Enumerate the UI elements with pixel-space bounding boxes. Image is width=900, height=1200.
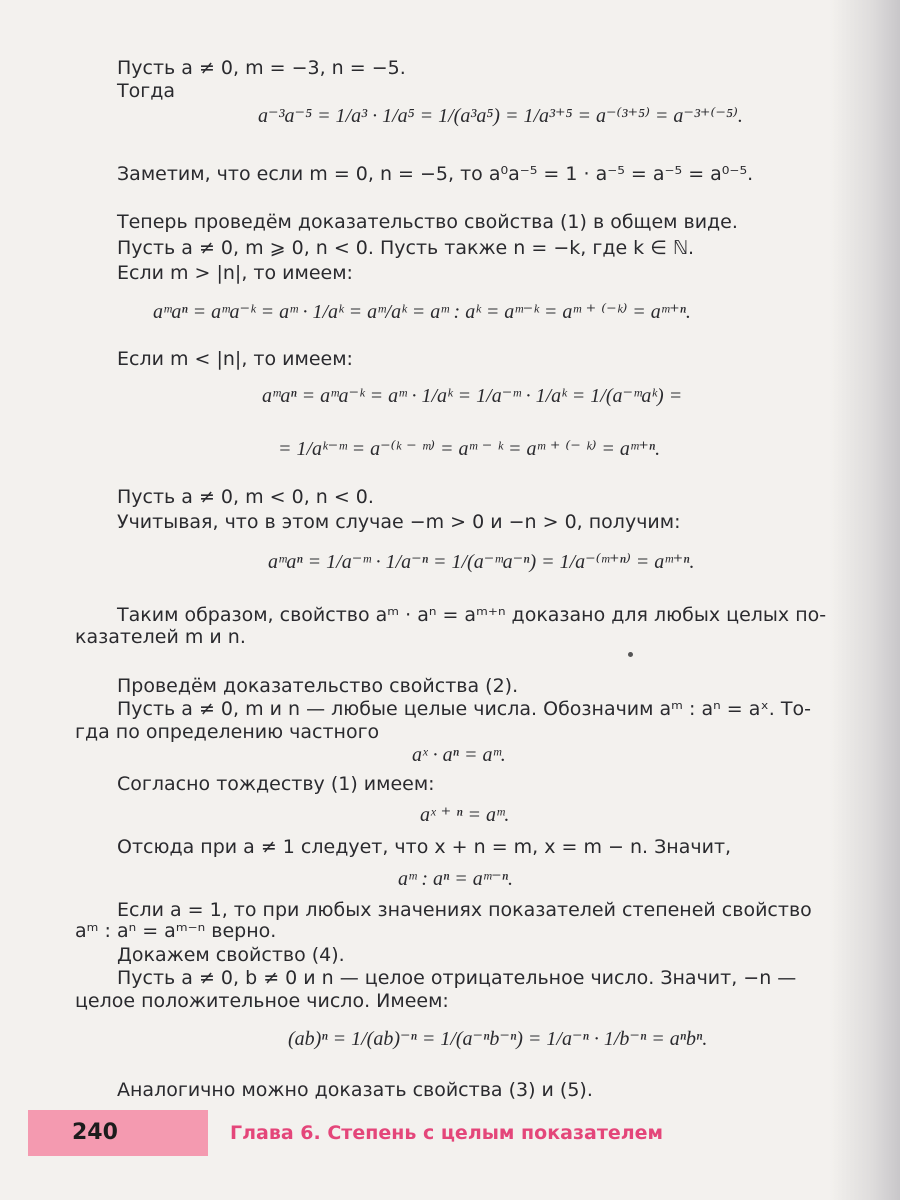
footer-band	[28, 1110, 208, 1156]
text-line: Пусть a ≠ 0, m и n — любые целые числа. Обозначим aᵐ : aⁿ = aˣ. То-	[117, 698, 811, 720]
text-line: целое положительное число. Имеем:	[75, 990, 449, 1012]
formula: = 1/aᵏ⁻ᵐ = a⁻⁽ᵏ ⁻ ᵐ⁾ = aᵐ ⁻ ᵏ = aᵐ ⁺ ⁽⁻ ᵏ⁾ = aᵐ⁺ⁿ.	[278, 438, 661, 460]
formula: aˣ ⁺ ⁿ = aᵐ.	[420, 804, 510, 826]
text-line: aᵐ : aⁿ = aᵐ⁻ⁿ верно.	[75, 920, 277, 942]
text-line: Пусть a ≠ 0, b ≠ 0 и n — целое отрицательное число. Значит, −n —	[117, 967, 797, 989]
text-line: Если m > |n|, то имеем:	[117, 262, 353, 284]
text-line: Если m < |n|, то имеем:	[117, 348, 353, 370]
formula: aᵐ : aⁿ = aᵐ⁻ⁿ.	[398, 868, 513, 890]
formula: aᵐaⁿ = 1/a⁻ᵐ · 1/a⁻ⁿ = 1/(a⁻ᵐa⁻ⁿ) = 1/a⁻⁽ᵐ⁺ⁿ⁾ = aᵐ⁺ⁿ.	[268, 551, 695, 573]
text-line: Аналогично можно доказать свойства (3) и (5).	[117, 1079, 593, 1101]
page-number: 240	[72, 1120, 118, 1145]
formula: aᵐaⁿ = aᵐa⁻ᵏ = aᵐ · 1/aᵏ = 1/a⁻ᵐ · 1/aᵏ = 1/(a⁻ᵐaᵏ) =	[262, 385, 683, 407]
text-line: Пусть a ≠ 0, m < 0, n < 0.	[117, 486, 374, 508]
formula: aˣ · aⁿ = aᵐ.	[412, 744, 506, 766]
text-line: Пусть a ≠ 0, m = −3, n = −5.	[117, 57, 406, 79]
text-line: Докажем свойство (4).	[117, 944, 345, 966]
ink-speck	[628, 652, 633, 657]
text-line: Учитывая, что в этом случае −m > 0 и −n > 0, получим:	[117, 511, 681, 533]
text-line: Теперь проведём доказательство свойства (1) в общем виде.	[117, 211, 738, 233]
text-line: Заметим, что если m = 0, n = −5, то a⁰a⁻⁵ = 1 · a⁻⁵ = a⁻⁵ = a⁰⁻⁵.	[117, 163, 754, 185]
text-line: Если a = 1, то при любых значениях показателей степеней свойство	[117, 899, 812, 921]
text-line: Тогда	[117, 80, 175, 102]
text-line: гда по определению частного	[75, 721, 380, 743]
text-line: Таким образом, свойство aᵐ · aⁿ = aᵐ⁺ⁿ доказано для любых целых по-	[117, 604, 827, 626]
text-line: Отсюда при a ≠ 1 следует, что x + n = m, x = m − n. Значит,	[117, 836, 732, 858]
formula: (ab)ⁿ = 1/(ab)⁻ⁿ = 1/(a⁻ⁿb⁻ⁿ) = 1/a⁻ⁿ · 1/b⁻ⁿ = aⁿbⁿ.	[288, 1028, 708, 1050]
formula: a⁻³a⁻⁵ = 1/a³ · 1/a⁵ = 1/(a³a⁵) = 1/a³⁺⁵ = a⁻⁽³⁺⁵⁾ = a⁻³⁺⁽⁻⁵⁾.	[258, 105, 743, 127]
formula: aᵐaⁿ = aᵐa⁻ᵏ = aᵐ · 1/aᵏ = aᵐ/aᵏ = aᵐ : aᵏ = aᵐ⁻ᵏ = aᵐ ⁺ ⁽⁻ᵏ⁾ = aᵐ⁺ⁿ.	[153, 301, 691, 323]
text-line: Проведём доказательство свойства (2).	[117, 675, 519, 697]
text-line: казателей m и n.	[75, 626, 246, 648]
chapter-title: Глава 6. Степень с целым показателем	[230, 1122, 664, 1144]
text-line: Пусть a ≠ 0, m ⩾ 0, n < 0. Пусть также n = −k, где k ∈ ℕ.	[117, 237, 695, 259]
text-line: Согласно тождеству (1) имеем:	[117, 773, 435, 795]
